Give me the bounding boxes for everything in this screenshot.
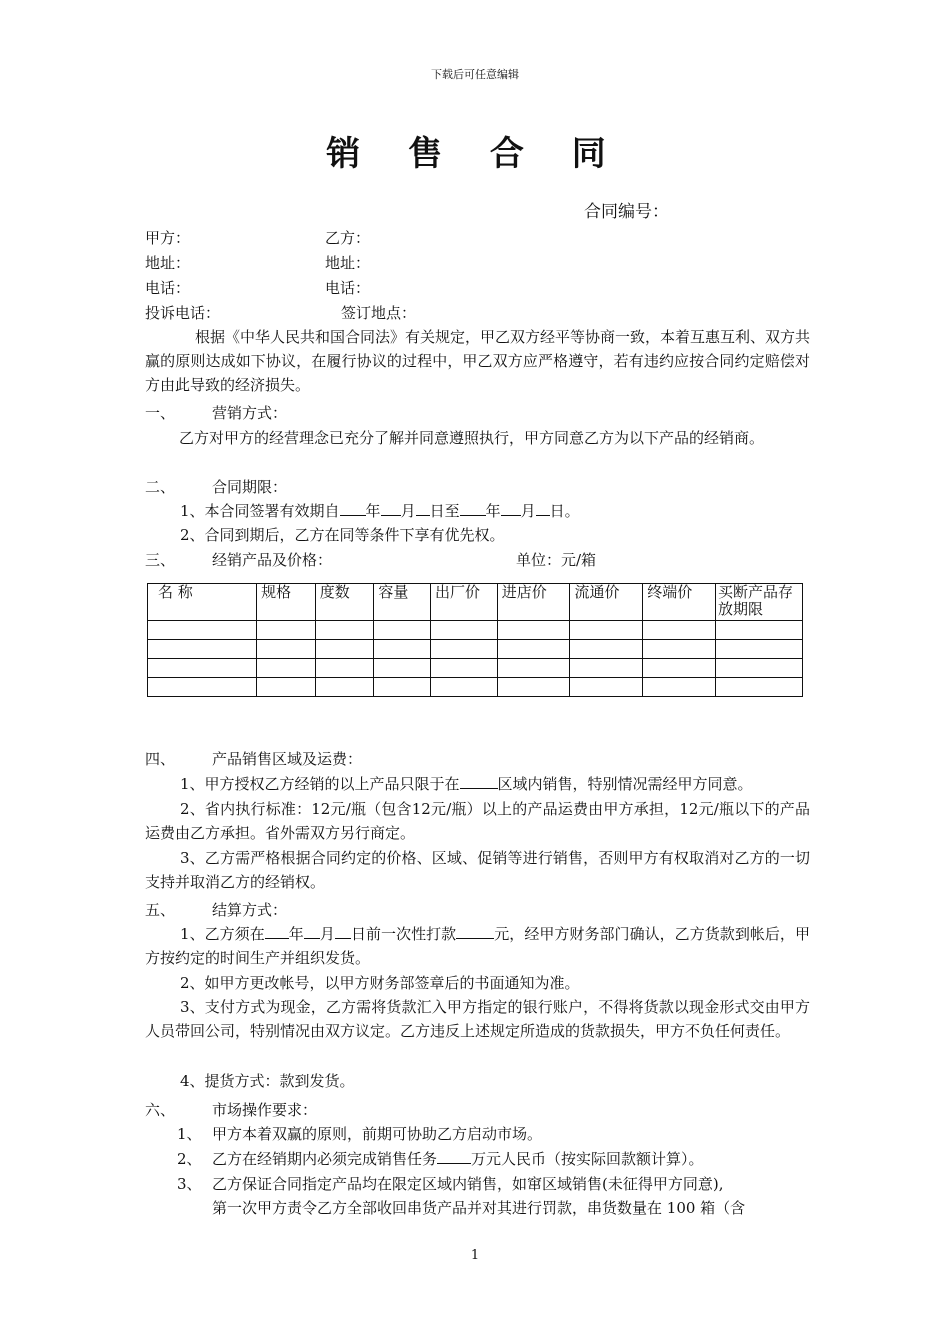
column-header: 容量: [374, 584, 431, 621]
complaint-phone: 投诉电话：: [145, 304, 221, 322]
section-4-number: 四、: [145, 750, 176, 768]
party-a-label: 甲方：: [145, 229, 191, 247]
party-b-address: 地址：: [325, 254, 371, 272]
price-unit: 单位：元/箱: [516, 551, 597, 569]
section-2-item-1: 1、本合同签署有效期自 年 月 日至 年 月 日。: [180, 502, 580, 520]
column-header: 流通价: [570, 584, 643, 621]
section-2-item-2: 2、合同到期后，乙方在同等条件下享有优先权。: [180, 526, 505, 544]
page-number: 1: [470, 1248, 480, 1263]
party-a-phone: 电话：: [145, 279, 191, 297]
column-header: 进店价: [497, 584, 570, 621]
section-6-item-2-number: 2、: [177, 1150, 202, 1168]
section-6-title: 市场操作要求：: [212, 1101, 318, 1119]
party-b-label: 乙方：: [325, 229, 371, 247]
section-4-item-2: 2、省内执行标准：12元/瓶（包含12元/瓶）以上的产品运费由甲方承担，12元/瓶以下的产品运费由乙方承担。省外需双方另行商定。: [145, 800, 810, 842]
party-a-address: 地址：: [145, 254, 191, 272]
contract-number-label: 合同编号：: [584, 202, 669, 222]
section-6-item-1-number: 1、: [177, 1125, 202, 1143]
section-5-item-3: 3、支付方式为现金，乙方需将货款汇入甲方指定的银行账户，不得将货款以现金形式交由甲方人员带回公司，特别情况由双方议定。乙方违反上述规定所造成的货款损失，甲方不负任何责任。: [145, 998, 810, 1040]
table-header-row: [148, 584, 803, 621]
column-header: 度数: [315, 584, 374, 621]
section-6-item-1: 甲方本着双赢的原则，前期可协助乙方启动市场。: [212, 1125, 543, 1143]
section-6-item-3-line-1: 乙方保证合同指定产品均在限定区域内销售，如窜区域销售(未征得甲方同意),: [212, 1175, 724, 1193]
column-header: 规格: [257, 584, 316, 621]
product-price-table: [147, 583, 803, 697]
column-header: 终端价: [643, 584, 716, 621]
section-3-number: 三、: [145, 551, 176, 569]
column-header: 出厂价: [431, 584, 498, 621]
section-5-item-1: 1、乙方须在 年 月 日前一次性打款 元，经甲方财务部门确认，乙方货款到帐后，甲方按约定的时间生产并组织发货。: [145, 925, 810, 967]
intro-paragraph: 根据《中华人民共和国合同法》有关规定，甲乙双方经平等协商一致，本着互惠互利、双方共赢的原则达成如下协议，在履行协议的过程中，甲乙双方应严格遵守，若有违约应按合同约定赔偿对方由此导致的经济损失。: [145, 328, 811, 394]
section-2-title: 合同期限：: [212, 478, 288, 496]
table-row: [148, 659, 803, 678]
table-row: [148, 621, 803, 640]
table-row: [148, 678, 803, 697]
section-5-number: 五、: [145, 901, 176, 919]
section-6-item-2: 乙方在经销期内必须完成销售任务 万元人民币（按实际回款额计算）。: [212, 1150, 704, 1168]
section-6-item-3-number: 3、: [177, 1175, 202, 1193]
signing-place: 签订地点：: [341, 304, 417, 322]
section-1-title: 营销方式：: [212, 404, 288, 422]
section-1-number: 一、: [145, 404, 176, 422]
column-header: 名 称: [148, 584, 257, 621]
section-5-item-2: 2、如甲方更改帐号，以甲方财务部签章后的书面通知为准。: [180, 974, 580, 992]
section-6-item-3-line-2: 第一次甲方责令乙方全部收回串货产品并对其进行罚款，串货数量在 100 箱（含: [212, 1199, 746, 1217]
section-6-number: 六、: [145, 1101, 176, 1119]
section-5-title: 结算方式：: [212, 901, 288, 919]
section-1-body: 乙方对甲方的经营理念已充分了解并同意遵照执行，甲方同意乙方为以下产品的经销商。: [179, 429, 765, 447]
table-row: [148, 640, 803, 659]
column-header: 买断产品存放期限: [716, 584, 803, 621]
section-5-item-4: 4、提货方式：款到发货。: [180, 1072, 355, 1090]
section-4-item-1: 1、甲方授权乙方经销的以上产品只限于在 区域内销售，特别情况需经甲方同意。: [180, 775, 753, 793]
header-note: 下载后可任意编辑: [431, 68, 519, 81]
section-4-item-3: 3、乙方需严格根据合同约定的价格、区域、促销等进行销售，否则甲方有权取消对乙方的一切支持并取消乙方的经销权。: [145, 849, 810, 891]
section-4-title: 产品销售区域及运费：: [212, 750, 363, 768]
section-3-title: 经销产品及价格：: [212, 551, 333, 569]
party-b-phone: 电话：: [325, 279, 371, 297]
section-2-number: 二、: [145, 478, 176, 496]
document-title: 销 售 合 同: [326, 134, 624, 174]
